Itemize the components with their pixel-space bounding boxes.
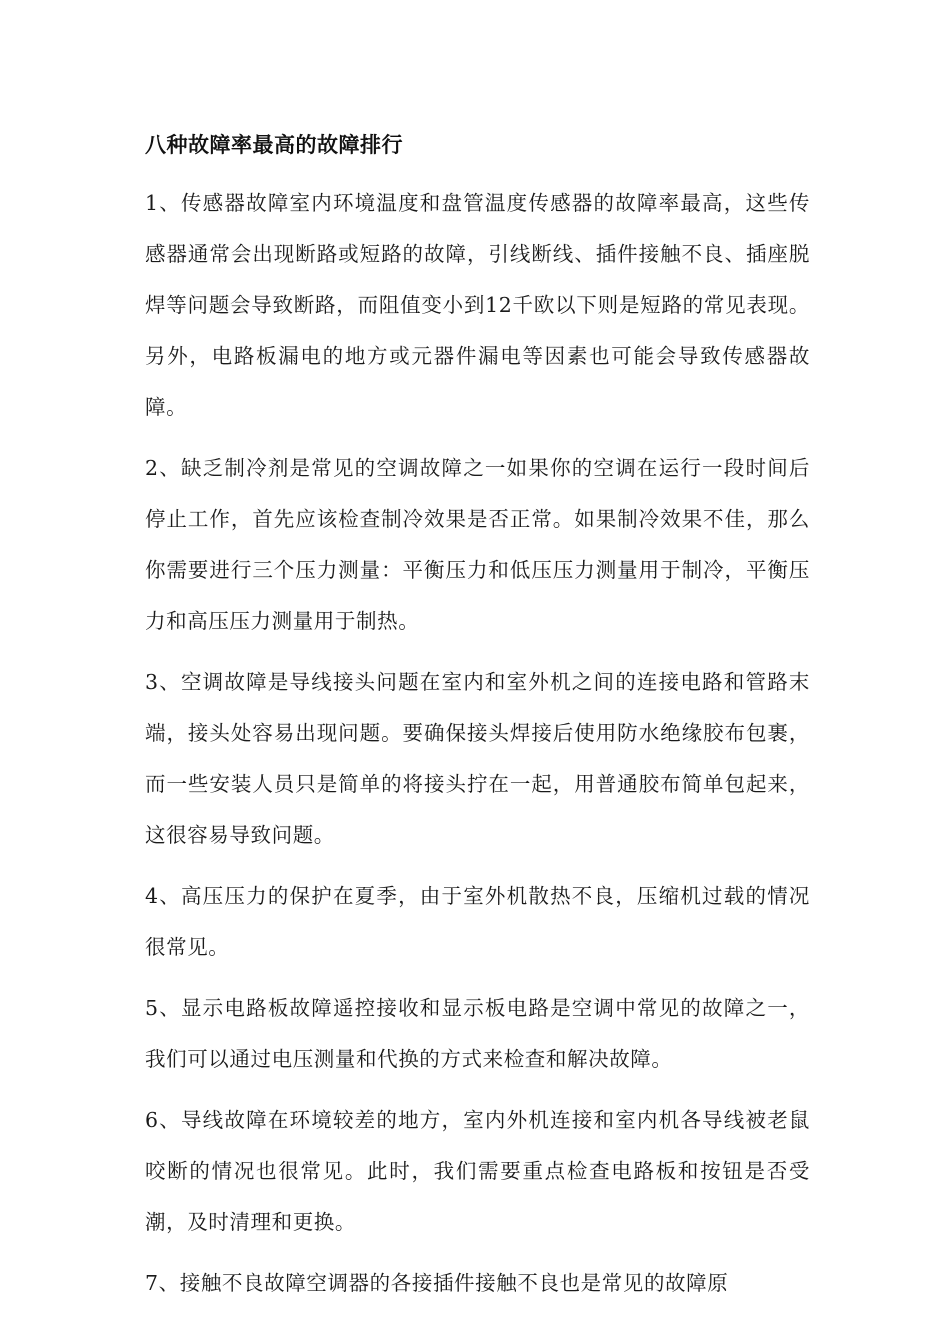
paragraph-1: 1、传感器故障室内环境温度和盘管温度传感器的故障率最高，这些传感器通常会出现断路或短路的故障，引线断线、插件接触不良、插座脱焊等问题会导致断路，而阻值变小到12千欧以下则是短路的常见表现。另外，电路板漏电的地方或元器件漏电等因素也可能会导致传感器故障。 bbox=[145, 191, 810, 419]
paragraph-4: 4、高压压力的保护在夏季，由于室外机散热不良，压缩机过载的情况很常见。 bbox=[145, 884, 810, 959]
paragraph-6: 6、导线故障在环境较差的地方，室内外机连接和室内机各导线被老鼠咬断的情况也很常见。此时，我们需要重点检查电路板和按钮是否受潮，及时清理和更换。 bbox=[145, 1108, 810, 1234]
paragraph-7: 7、接触不良故障空调器的各接插件接触不良也是常见的故障原 bbox=[145, 1271, 729, 1295]
paragraph-2: 2、缺乏制冷剂是常见的空调故障之一如果你的空调在运行一段时间后停止工作，首先应该检查制冷效果是否正常。如果制冷效果不佳，那么你需要进行三个压力测量：平衡压力和低压压力测量用于制冷，平衡压力和高压压力测量用于制热。 bbox=[145, 456, 810, 633]
paragraph-3: 3、空调故障是导线接头问题在室内和室外机之间的连接电路和管路末端，接头处容易出现问题。要确保接头焊接后使用防水绝缘胶布包裹，而一些安装人员只是简单的将接头拧在一起，用普通胶布简单包起来，这很容易导致问题。 bbox=[145, 670, 810, 847]
paragraph-5: 5、显示电路板故障遥控接收和显示板电路是空调中常见的故障之一，我们可以通过电压测量和代换的方式来检查和解决故障。 bbox=[145, 996, 810, 1071]
document-body bbox=[145, 130, 810, 1319]
document-title: 八种故障率最高的故障排行 bbox=[145, 133, 403, 157]
